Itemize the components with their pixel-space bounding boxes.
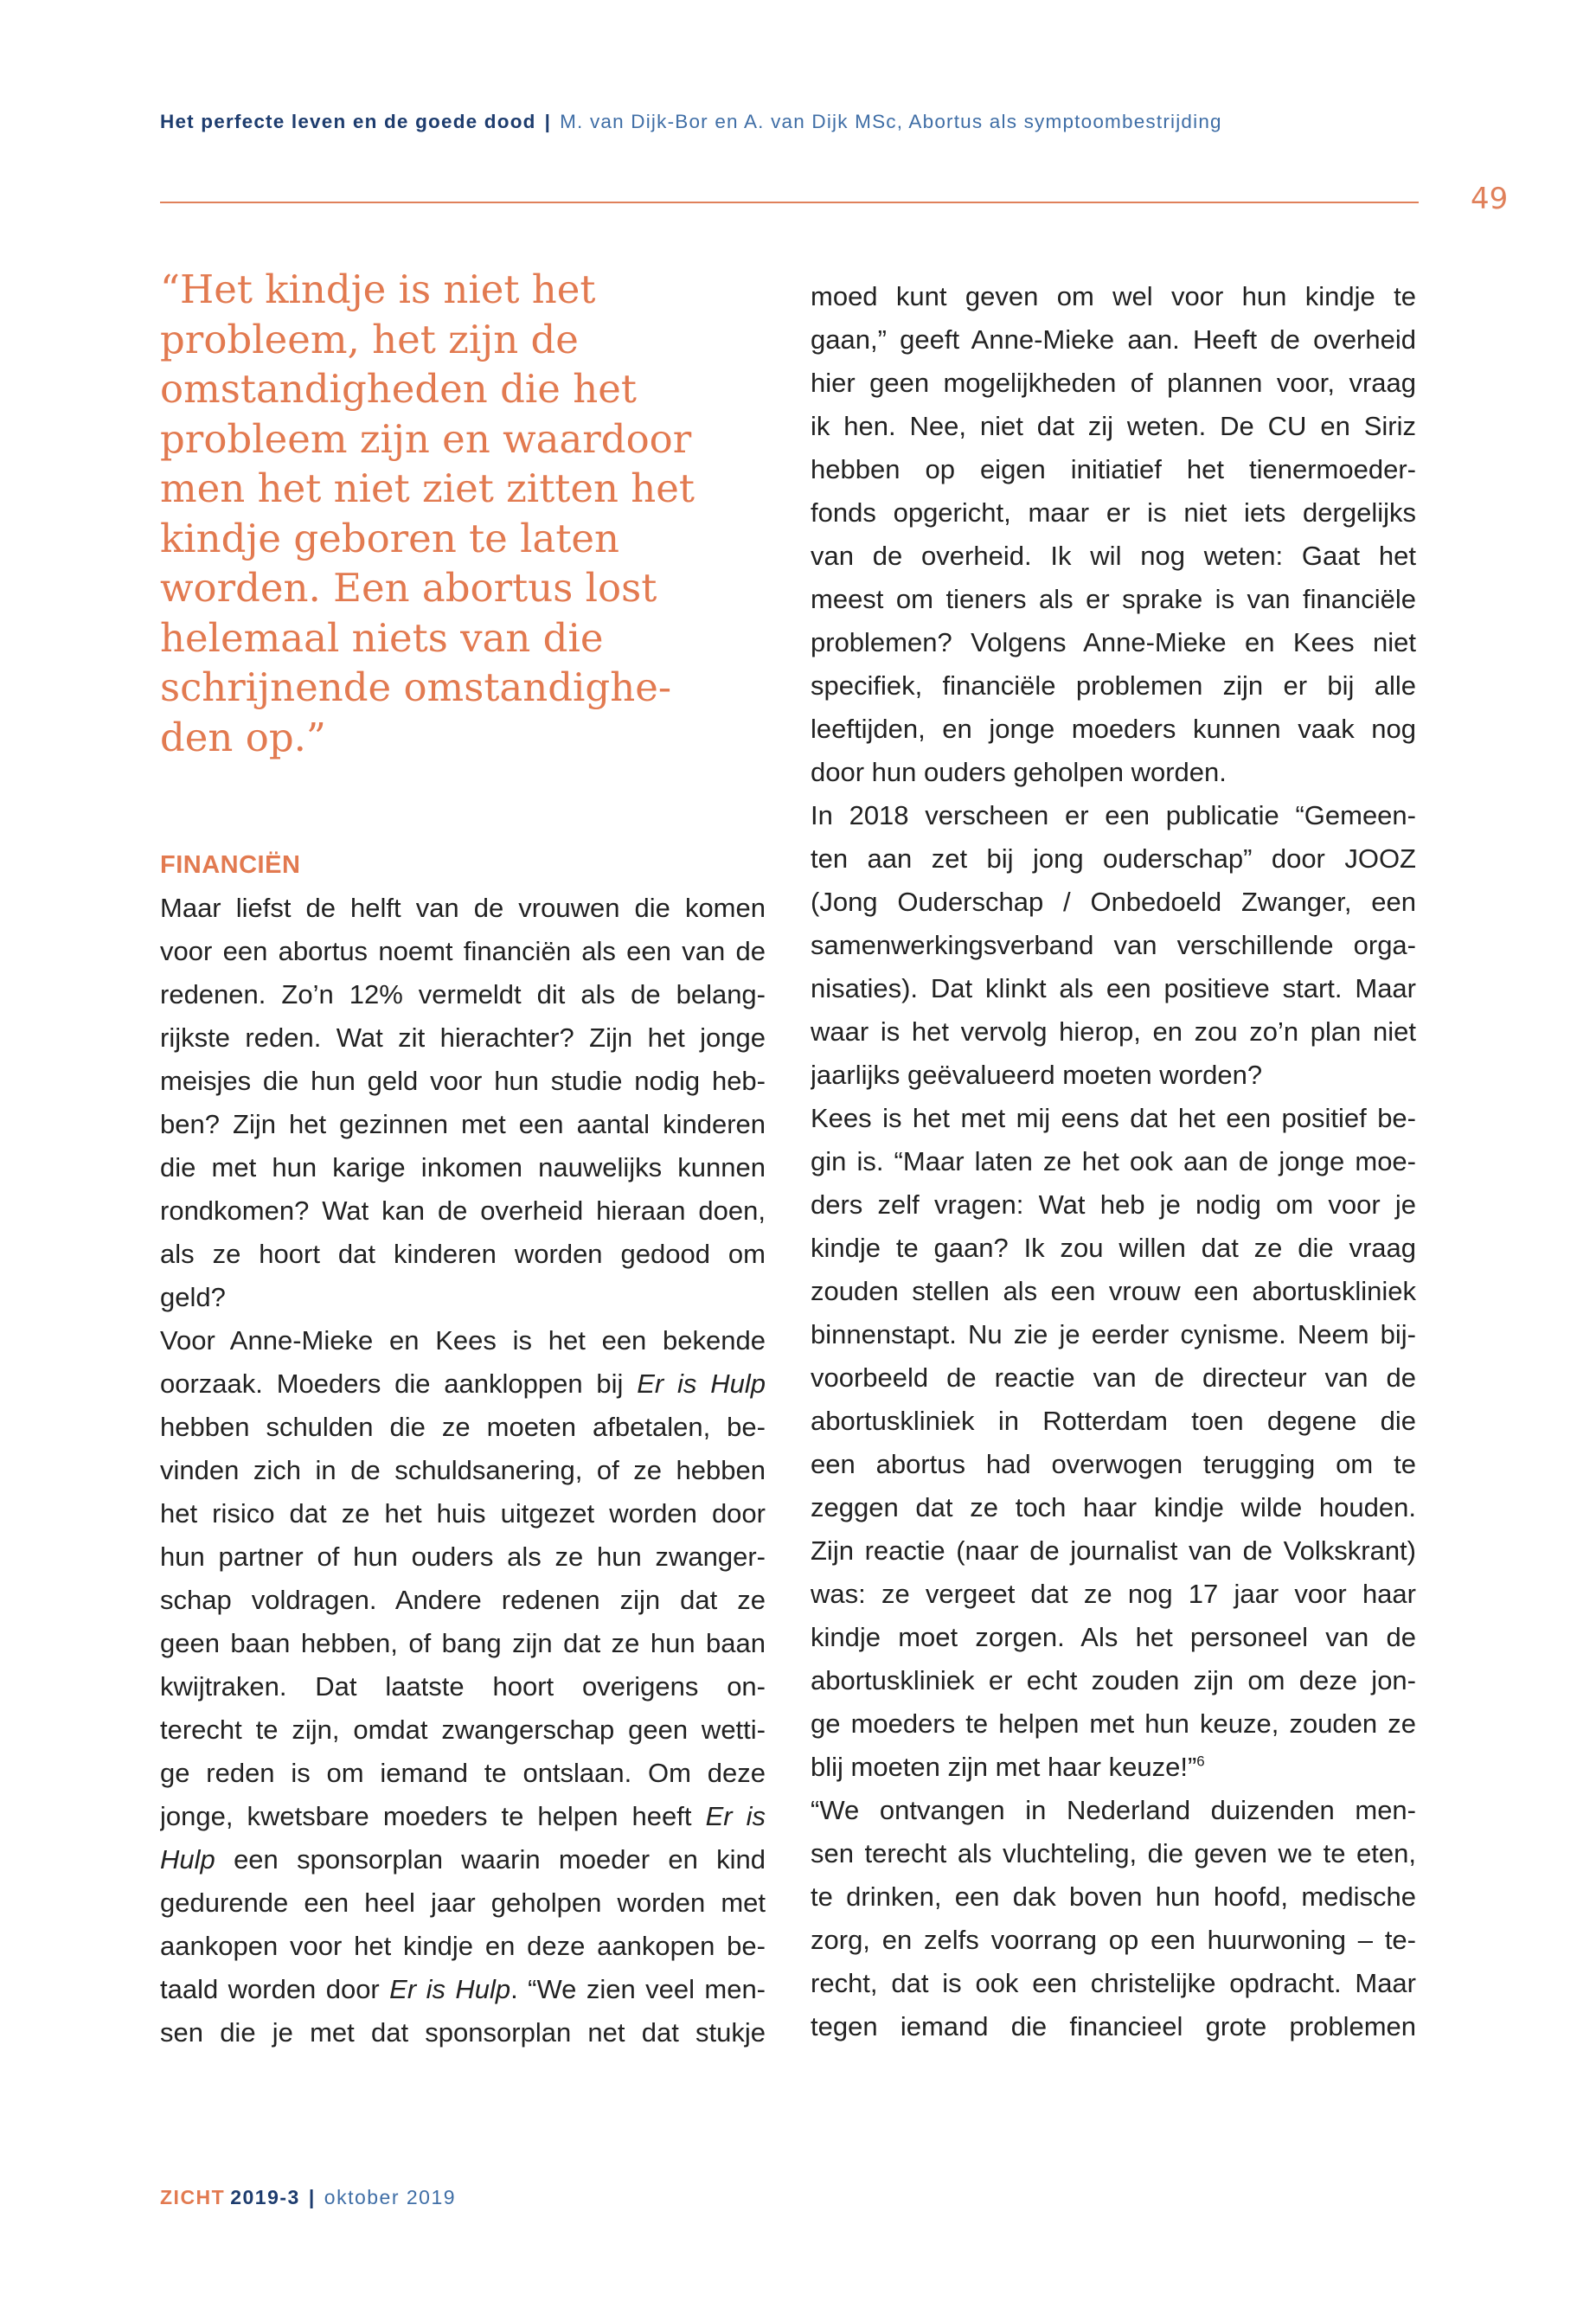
pull-quote-line: helemaal niets van die [160,614,604,661]
text-run: een sponsorplan waarin moeder en kind [215,1844,766,1875]
text-line: kindje moet zorgen. Als het personeel van de [811,1622,1416,1652]
page-footer [160,2186,456,2209]
text-line: abortuskliniek er echt zouden zijn om deze jon- [811,1665,1416,1695]
header-subtitle: M. van Dijk-Bor en A. van Dijk MSc, Abortus als symptoombestrijding [560,111,1222,132]
text-line: jaarlijks geëvalueerd moeten worden? [811,1060,1263,1090]
text-line [160,1968,766,2011]
text-line: hebben schulden die ze moeten afbetalen, be- [160,1412,766,1442]
text-line [811,1746,1416,1789]
pull-quote-line: schrijnende omstandighe- [160,664,672,710]
text-line: gin is. “Maar laten ze het ook aan de jonge moe- [811,1146,1416,1176]
text-run: blij moeten zijn met haar keuze!” [811,1752,1197,1782]
header-title: Het perfecte leven en de goede dood [160,111,536,132]
text-line: kwijtraken. Dat laatste hoort overigens on- [160,1671,766,1702]
text-line: het risico dat ze het huis uitgezet worden door [160,1498,766,1529]
text-line: sen terecht als vluchteling, die geven we te eten, [811,1838,1416,1868]
text-line: samenwerkingsverband van verschillende orga- [811,930,1416,960]
text-line: een abortus had overwogen terugging om te [811,1449,1416,1479]
text-line: meest om tieners als er sprake is van financiële [811,584,1416,614]
text-line: kindje te gaan? Ik zou willen dat ze die vraag [811,1233,1416,1263]
text-line [160,1795,766,1838]
text-line: gaan,” geeft Anne-Mieke aan. Heeft de overheid [811,324,1416,355]
text-line: ge moeders te helpen met hun keuze, zouden ze [811,1708,1416,1739]
text-line: terecht te zijn, omdat zwangerschap geen wetti- [160,1715,766,1745]
text-line: “We ontvangen in Nederland duizenden men- [811,1795,1416,1825]
section-heading: FINANCIËN [160,851,301,879]
pull-quote-line: men het niet ziet zitten het [160,465,695,511]
text-line: die met hun karige inkomen nauwelijks kunnen [160,1152,766,1183]
text-line: tegen iemand die financieel grote problemen [811,2011,1416,2041]
text-line: zouden stellen als een vrouw een abortuskliniek [811,1276,1416,1306]
text-line: problemen? Volgens Anne-Mieke en Kees niet [811,627,1416,657]
italic-org-name: Er is [705,1801,766,1831]
right-column [811,275,1416,2048]
text-line: te drinken, een dak boven hun hoofd, medische [811,1881,1416,1912]
page-number: 49 [1471,182,1509,216]
issue-number: 2019-3 [230,2186,300,2208]
text-line: ben? Zijn het gezinnen met een aantal kinderen [160,1109,766,1139]
pull-quote-line: “Het kindje is niet het [160,266,596,312]
text-line: als ze hoort dat kinderen worden gedood om [160,1239,766,1269]
text-line: fonds opgericht, maar er is niet iets dergelijks [811,497,1416,528]
text-line: rijkste reden. Wat zit hierachter? Zijn het jonge [160,1022,766,1053]
text-line: hun partner of hun ouders als ze hun zwanger- [160,1541,766,1572]
text-line: ik hen. Nee, niet dat zij weten. De CU en Siriz [811,411,1416,441]
text-line: (Jong Ouderschap / Onbedoeld Zwanger, een [811,887,1416,917]
text-line: abortuskliniek in Rotterdam toen degene die [811,1406,1416,1436]
text-line: Kees is het met mij eens dat het een positief be- [811,1103,1416,1133]
text-line: zeggen dat ze toch haar kindje wilde houden. [811,1492,1416,1522]
issue-date: oktober 2019 [324,2186,457,2208]
text-line: waar is het vervolg hierop, en zou zo’n plan niet [811,1016,1416,1047]
footer-separator: | [308,2186,316,2208]
running-header [160,111,1423,133]
pull-quote-line: worden. Een abortus lost [160,565,657,611]
paragraph-right-2 [811,794,1416,1097]
footnote-marker[interactable]: 6 [1196,1753,1205,1770]
text-line: ders zelf vragen: Wat heb je nodig om voor je [811,1189,1416,1220]
text-line: voor een abortus noemt financiën als een van de [160,936,766,966]
text-line: Maar liefst de helft van de vrouwen die komen [160,893,766,923]
pull-quote [160,265,766,762]
paragraph-right-4 [811,1789,1416,2048]
text-line: redenen. Zo’n 12% vermeldt dit als de belang- [160,979,766,1009]
text-line: meisjes die hun geld voor hun studie nodig heb- [160,1066,766,1096]
text-line: gedurende een heel jaar geholpen worden met [160,1888,766,1918]
magazine-name: ZICHT [160,2186,226,2208]
text-line: hebben op eigen initiatief het tienermoeder- [811,454,1416,484]
header-separator: | [544,111,552,132]
text-run: oorzaak. Moeders die aankloppen bij [160,1368,638,1399]
pull-quote-line: den op.” [160,714,326,760]
italic-org-name: Er is Hulp [637,1368,766,1399]
header-divider [160,202,1419,203]
text-line [160,1838,766,1881]
text-line: voorbeeld de reactie van de directeur van de [811,1362,1416,1393]
text-line: van de overheid. Ik wil nog weten: Gaat het [811,541,1416,571]
text-line: hier geen mogelijkheden of plannen voor, vraag [811,368,1416,398]
text-line: door hun ouders geholpen worden. [811,757,1227,787]
left-column [160,265,766,2054]
text-line: ge reden is om iemand te ontslaan. Om deze [160,1758,766,1788]
paragraph-right-3 [811,1097,1416,1789]
text-line: recht, dat is ook een christelijke opdracht. Maar [811,1968,1416,1998]
paragraph-financien-2 [160,1319,766,2054]
paragraph-financien-1 [160,887,766,1319]
text-line: ten aan zet bij jong ouderschap” door JOOZ [811,843,1416,874]
text-line: zorg, en zelfs voorrang op een huurwoning – te- [811,1925,1416,1955]
text-line: Voor Anne-Mieke en Kees is het een bekende [160,1325,766,1356]
text-line: was: ze vergeet dat ze nog 17 jaar voor haar [811,1579,1416,1609]
text-line [160,1362,766,1406]
italic-org-name: Er is Hulp [389,1974,511,2004]
text-line: Zijn reactie (naar de journalist van de Volkskrant) [811,1535,1416,1566]
text-line: leeftijden, en jonge moeders kunnen vaak nog [811,714,1416,744]
text-line: vinden zich in de schuldsanering, of ze hebben [160,1455,766,1485]
pull-quote-line: probleem zijn en waardoor [160,415,692,462]
text-line: In 2018 verscheen er een publicatie “Gemeen- [811,800,1416,830]
text-line: nisaties). Dat klinkt als een positieve start. Maar [811,973,1416,1003]
pull-quote-line: kindje geboren te laten [160,515,620,561]
text-line: sen die je met dat sponsorplan net dat stukje [160,2017,766,2048]
paragraph-right-1 [811,275,1416,794]
text-run: jonge, kwetsbare moeders te helpen heeft [160,1801,706,1831]
text-run: . “We zien veel men- [510,1974,766,2004]
text-line: specifiek, financiële problemen zijn er bij alle [811,670,1416,701]
text-line: geen baan hebben, of bang zijn dat ze hun baan [160,1628,766,1658]
text-line: rondkomen? Wat kan de overheid hieraan doen, [160,1195,766,1226]
text-run: taald worden door [160,1974,390,2004]
text-line: aankopen voor het kindje en deze aankopen be- [160,1931,766,1961]
text-line: geld? [160,1282,226,1312]
text-line: schap voldragen. Andere redenen zijn dat ze [160,1585,766,1615]
italic-org-name: Hulp [160,1844,215,1875]
pull-quote-line: omstandigheden die het [160,366,637,412]
text-line: moed kunt geven om wel voor hun kindje te [811,281,1416,311]
text-line: binnenstapt. Nu zie je eerder cynisme. Neem bij- [811,1319,1416,1349]
pull-quote-line: probleem, het zijn de [160,316,579,362]
